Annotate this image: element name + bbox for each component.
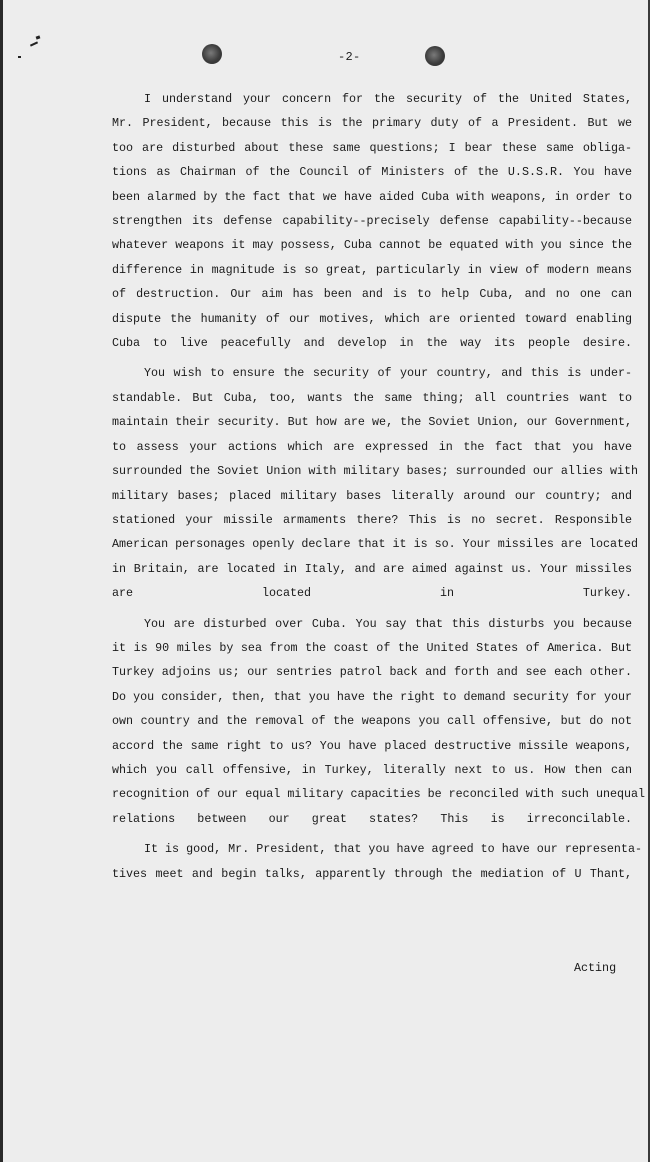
text-line: difference in magnitude is so great, particularly in view of modern means — [112, 262, 632, 277]
punch-hole-right — [425, 46, 445, 66]
scan-speck — [18, 56, 21, 58]
text-line: It is good, Mr. President, that you have agreed to have our representa- — [144, 842, 642, 857]
text-line: American personages openly declare that it is so. Your missiles are located — [112, 537, 639, 552]
text-line: Do you consider, then, that you have the right to demand security for your — [112, 689, 632, 704]
text-line: strengthen its defense capability--precisely defense capability--because — [112, 214, 632, 229]
text-line: own country and the removal of the weapons you call offensive, but do not — [112, 714, 632, 729]
text-line: I understand your concern for the security of the United States, — [144, 92, 632, 106]
punch-hole-left — [202, 44, 222, 64]
scan-edge-left — [0, 0, 3, 1162]
text-line: recognition of our equal military capacities be reconciled with such unequal — [112, 787, 646, 802]
text-line: Turkey adjoins us; our sentries patrol back and forth and see each other. — [112, 665, 632, 680]
paragraph — [112, 612, 646, 832]
paragraph — [112, 837, 642, 886]
text-line: military bases; placed military bases literally around our country; and — [112, 488, 632, 503]
text-line: tives meet and begin talks, apparently through the mediation of U Thant, — [112, 866, 632, 881]
letter-body — [112, 87, 646, 886]
scan-speck — [30, 41, 38, 46]
text-line: Cuba to live peacefully and develop in the way its people desire. — [112, 336, 632, 351]
text-line: of destruction. Our aim has been and is to help Cuba, and no one can — [112, 287, 632, 302]
text-line: tions as Chairman of the Council of Ministers of the U.S.S.R. You have — [112, 165, 632, 180]
text-line: surrounded the Soviet Union with military bases; surrounded our allies with — [112, 464, 639, 479]
paragraph — [112, 87, 632, 355]
text-line: You are disturbed over Cuba. You say that this disturbs you because — [144, 616, 632, 631]
text-line: too are disturbed about these same questions; I bear these same obliga- — [112, 140, 632, 155]
text-line: maintain their security. But how are we, the Soviet Union, our Government, — [112, 415, 632, 430]
text-line: been alarmed by the fact that we have aided Cuba with weapons, in order to — [112, 189, 632, 204]
catchword: Acting — [574, 961, 617, 975]
text-line: accord the same right to us? You have placed destructive missile weapons, — [112, 738, 632, 753]
scan-speck — [36, 35, 41, 39]
text-line: in Britain, are located in Italy, and are aimed against us. Your missiles — [112, 561, 632, 576]
text-line: whatever weapons it may possess, Cuba cannot be equated with you since the — [112, 238, 632, 253]
text-line: which you call offensive, in Turkey, literally next to us. How then can — [112, 762, 632, 777]
text-line: Mr. President, because this is the primary duty of a President. But we — [112, 116, 632, 131]
text-line: You wish to ensure the security of your country, and this is under- — [144, 366, 632, 381]
page-number: -2- — [338, 50, 361, 64]
text-line: are located in Turkey. — [112, 586, 632, 601]
text-line: to assess your actions which are expressed in the fact that you have — [112, 439, 632, 454]
text-line: dispute the humanity of our motives, which are oriented toward enabling — [112, 311, 632, 326]
text-line: stationed your missile armaments there? This is no secret. Responsible — [112, 512, 632, 527]
text-line: standable. But Cuba, too, wants the same thing; all countries want to — [112, 390, 632, 405]
paragraph — [112, 361, 639, 605]
text-line: relations between our great states? This is irreconcilable. — [112, 811, 632, 826]
text-line: it is 90 miles by sea from the coast of the United States of America. But — [112, 640, 632, 655]
